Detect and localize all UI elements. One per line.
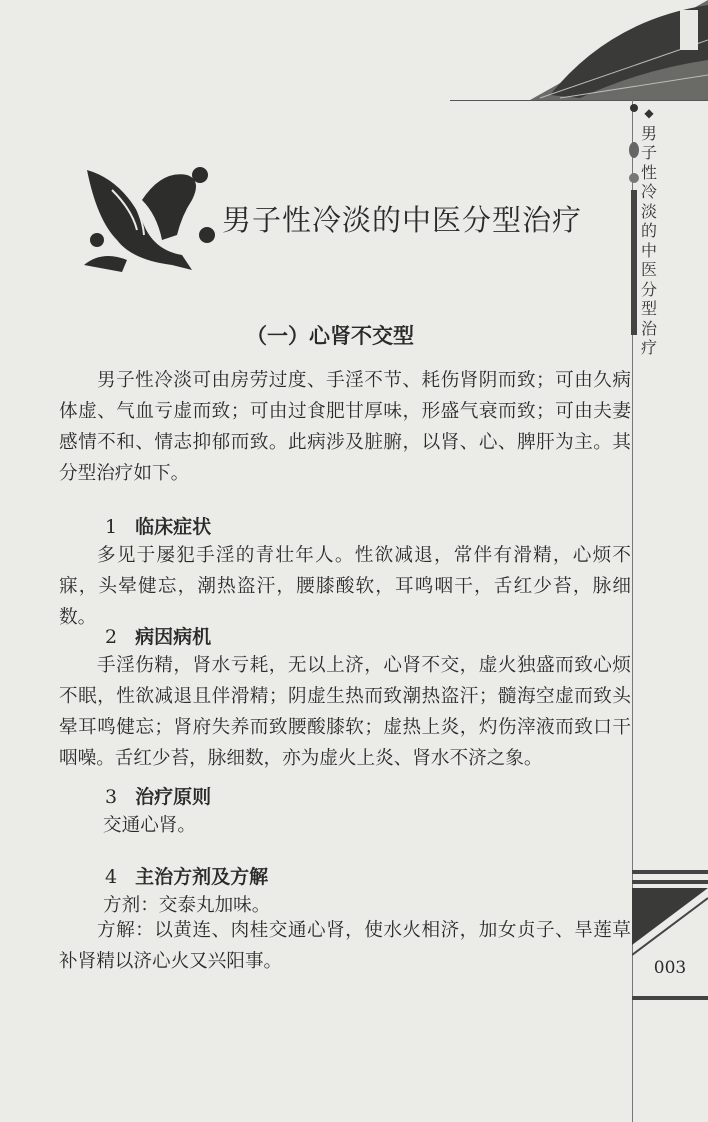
side-char: 治: [640, 318, 657, 338]
side-char: 的: [640, 221, 657, 240]
side-char: 医: [640, 260, 657, 279]
side-char: 中: [640, 240, 657, 260]
intro-paragraph: 男子性冷淡可由房劳过度、手淫不节、耗伤肾阴而致；可由久病体虚、气血亏虚而致；可由过食肥甘厚味，形盛气衰而致；可由夫妻感情不和、情志抑郁而致。此病涉及脏腑，以肾、心、脾肝为主。其分型治疗如下。: [59, 370, 631, 484]
item-paragraph: 交通心肾。: [103, 815, 196, 836]
item-heading: 3 治疗原则: [105, 786, 212, 808]
item-heading: 4 主治方剂及方解: [105, 866, 269, 888]
item-paragraph: 方解：以黄连、肉桂交通心肾，使水火相济，加女贞子、旱莲草补肾精以济心火又兴阳事。: [59, 920, 631, 972]
page-number: 003: [653, 958, 687, 978]
folding-fan-illustration: [520, 0, 708, 100]
item-heading: 1 临床症状: [105, 516, 212, 538]
side-char: 淡: [640, 201, 657, 221]
item-heading: 2 病因病机: [105, 626, 212, 648]
side-char: 分: [640, 279, 657, 299]
item-paragraph: 多见于屡犯手淫的青壮年人。性欲减退，常伴有滑精，心烦不寐，头晕健忘，潮热盗汗，腰膝酸软，耳鸣咽干，舌红少苔，脉细数。: [59, 545, 631, 628]
phoenix-ornament: [82, 160, 222, 275]
side-char: 男: [640, 123, 657, 143]
section-heading: （一）心肾不交型: [246, 323, 414, 348]
side-char: 子: [640, 143, 657, 162]
side-char: 性: [640, 162, 657, 182]
diamond-marker-icon: ◆: [644, 106, 654, 120]
side-char: 冷: [640, 182, 657, 201]
header-rule: [450, 100, 708, 101]
chapter-title: 男子性冷淡的中医分型治疗: [222, 203, 583, 237]
side-char: 疗: [640, 338, 657, 357]
item-paragraph: 方剂：交泰丸加味。: [103, 895, 271, 916]
side-char: 型: [640, 299, 657, 318]
page-corner-ornament: [632, 870, 708, 1000]
item-paragraph: 手淫伤精，肾水亏耗，无以上济，心肾不交，虚火独盛而致心烦不眠，性欲减退且伴滑精；阴虚生热而致潮热盗汗；髓海空虚而致头晕耳鸣健忘；肾府失养而致腰酸膝软；虚热上炎，灼伤滓液而致口干咽噪。舌红少苔，脉细数，亦为虚火上炎、肾水不济之象。: [59, 655, 631, 769]
running-header-vertical: [638, 104, 660, 358]
